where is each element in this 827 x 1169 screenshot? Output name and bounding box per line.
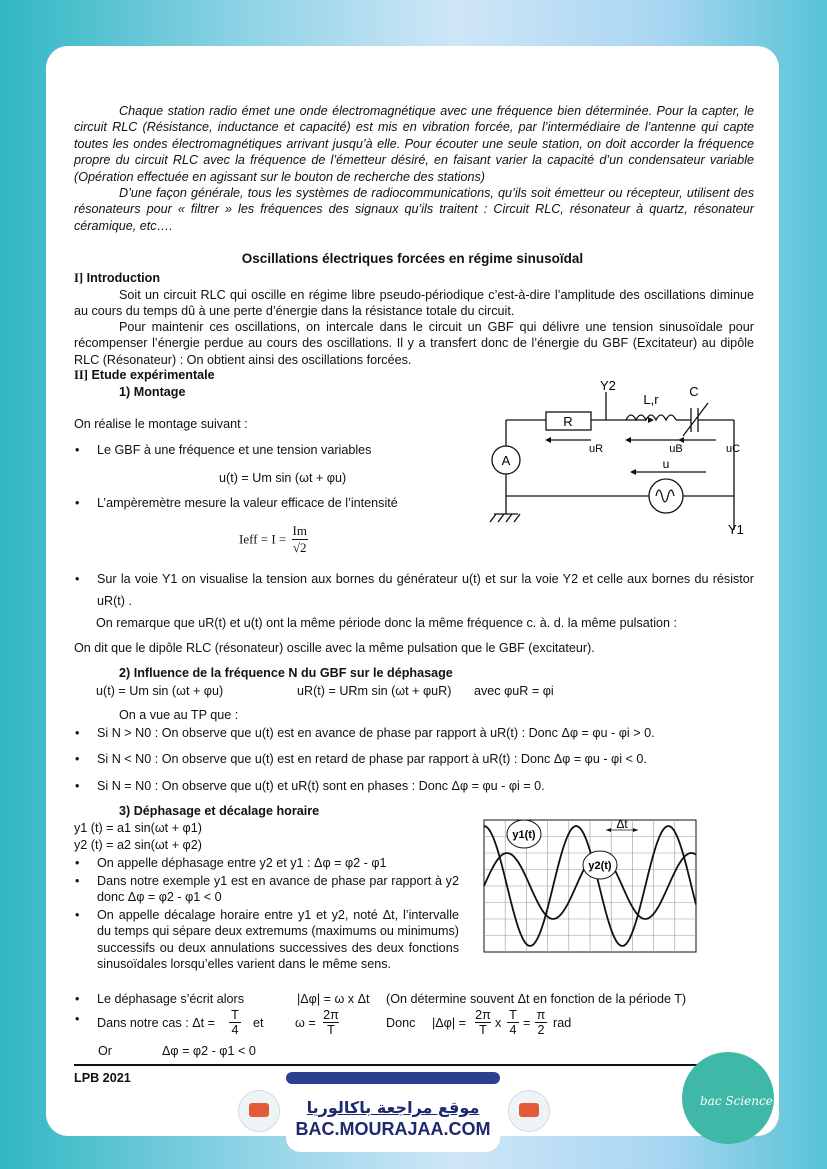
frac-omega-den: T	[327, 1023, 335, 1037]
y2-legend: y2(t)	[588, 860, 612, 872]
y1-legend: y1(t)	[512, 829, 536, 841]
frac-pi-den: 2	[537, 1023, 545, 1037]
footer-rule	[74, 1064, 750, 1066]
cas-omega: ω =	[295, 1016, 316, 1030]
frac-2pi-den: T	[479, 1023, 487, 1037]
cas-abs-phi: |Δφ| =	[432, 1016, 466, 1030]
site-banner[interactable]	[286, 1076, 500, 1152]
section-1-paragraph-1: Soit un circuit RLC qui oscille en régime libre pseudo-périodique c’est-à-dire l’amplitude des oscillations diminue au cours du temps dû à une perte d’énergie dans la résistance totale du circuit.	[74, 288, 754, 319]
section-2-heading	[74, 368, 215, 383]
ur-label: uR	[588, 443, 604, 455]
dephasage-chart	[476, 806, 704, 956]
rlc-circuit-diagram	[476, 380, 766, 540]
frac-omega-num: 2π	[323, 1008, 339, 1022]
section-2-number: II]	[74, 368, 88, 382]
section-1-title: Introduction	[86, 271, 161, 285]
ub-arrowhead	[625, 437, 631, 443]
frac-t-4	[507, 1008, 519, 1037]
bullet-voies: • Sur la voie Y1 on visualise la tension aux bornes du générateur u(t) et sur la voie Y2 et celle aux bornes du résistor uR(t) .	[97, 568, 754, 612]
case-n-less: • Si N < N0 : On observe que u(t) est en retard de phase par rapport à uR(t) : Donc Δφ = φu - φi < 0.	[97, 752, 647, 766]
ground-hatch	[514, 514, 520, 522]
intro-paragraph-2: D’une façon générale, tous les systèmes de radiocommunications, qu’ils soit émetteur ou récepteur, utilisent des résonateurs pour « filtrer » les fréquences des signaux qu’ils traitent : Circuit RLC, résonateur à quartz, résonateur céramique, etc….	[74, 186, 754, 233]
bullet-gbf: • Le GBF à une fréquence et une tension variables	[97, 443, 371, 457]
book-logo-left	[238, 1090, 280, 1132]
montage-lead: On réalise le montage suivant :	[74, 417, 248, 431]
frac-pi-num: π	[536, 1008, 546, 1022]
intro-paragraph-1: Chaque station radio émet une onde électromagnétique avec une fréquence bien déterminée. Pour la capter, le circuit RLC (Résistance, inductance et capacité) est mis en vibration forcée, par l’intermédiaire de l’antenne qui capte toutes les ondes électromagnétiques arrivant jusqu’à elle. Pour écouter une seule station, on doit accorder la fréquence propre du circuit RLC avec la fréquence de l’émetteur désiré, en faisant varier la capacité d’un condensateur variable (Opération effectuée en agissant sur le bouton de recherche des stations)	[74, 104, 754, 184]
site-url[interactable]: BAC.MOURAJAA.COM	[295, 1119, 491, 1139]
ieff-fraction	[292, 523, 308, 556]
formula-abs-dphi: |Δφ| = ω x Δt	[297, 992, 370, 1006]
equation-y1: y1 (t) = a1 sin(ωt + φ1)	[74, 821, 202, 835]
frac-dt-den: 4	[231, 1023, 239, 1037]
probe-y2-label: Y2	[600, 380, 616, 393]
equation-avec: avec φuR = φi	[474, 684, 554, 698]
banner-topbar	[286, 1072, 500, 1084]
remarque-2: On dit que le dipôle RLC (résonateur) oscille avec la même pulsation que le GBF (excitateur).	[74, 641, 595, 655]
subsection-montage: 1) Montage	[119, 385, 186, 399]
section-1-heading	[74, 271, 160, 286]
equation-u-2: u(t) = Um sin (ωt + φu)	[96, 684, 224, 698]
book-logo-right	[508, 1090, 550, 1132]
ub-label: uB	[669, 443, 683, 455]
formula-lead: Le déphasage s’écrit alors	[97, 992, 245, 1006]
frac-2pi-t	[475, 1008, 491, 1037]
frac-dt-num: T	[229, 1008, 241, 1023]
current-arrowhead	[648, 417, 654, 423]
ground-hatch	[498, 514, 504, 522]
bullet-decalage: • On appelle décalage horaire entre y1 et y2, noté Δt, l’intervalle du temps qui sépare deux extremums (maximums ou minimums) successifs ou deux annulations successives des deux fonctions sinusoïdales lorsqu’elles varient dans le même sens.	[97, 907, 459, 973]
capacitor-label: C	[689, 384, 699, 399]
cas-rad: rad	[553, 1016, 572, 1030]
subsection-frequence: 2) Influence de la fréquence N du GBF sur le déphasage	[119, 666, 453, 680]
case-n-greater: • Si N > N0 : On observe que u(t) est en avance de phase par rapport à uR(t) : Donc Δφ = φu - φi > 0.	[97, 726, 655, 740]
or-equation: Δφ = φ2 - φ1 < 0	[162, 1044, 256, 1058]
remarque-1: On remarque que uR(t) et u(t) ont la même période donc la même fréquence c. à. d. la même pulsation :	[96, 616, 677, 630]
or-label: Or	[98, 1044, 112, 1058]
site-arabic[interactable]: موقع مراجعة باكالوريا	[306, 1098, 480, 1117]
bullet-exemple: • Dans notre exemple y1 est en avance de phase par rapport à y2 donc Δφ = φ2 - φ1 < 0	[97, 873, 459, 906]
section-1-paragraph-2: Pour maintenir ces oscillations, on intercale dans le circuit un GBF qui délivre une tension sinusoïdale pour récompenser l’énergie perdue au cours des oscillations. Il y a transfert donc de l’énergie du GBF (Excitateur) au dipôle RLC (Résonateur) : On obtient ainsi des oscillations forcées.	[74, 320, 754, 367]
frac-t4-num: T	[507, 1008, 519, 1023]
ammeter-label: A	[501, 453, 511, 468]
formula-note: (On détermine souvent Δt en fonction de la période T)	[386, 992, 687, 1006]
probe-y1-label: Y1	[728, 522, 744, 537]
dt-label: Δt	[616, 817, 628, 831]
book-icon	[519, 1103, 539, 1117]
equation-y2: y2 (t) = a2 sin(ωt + φ2)	[74, 838, 202, 852]
book-icon	[249, 1103, 269, 1117]
case-n-equal: • Si N = N0 : On observe que u(t) et uR(t) sont en phases : Donc Δφ = φu - φi = 0.	[97, 779, 545, 793]
frac-omega	[323, 1008, 339, 1037]
page-title: Oscillations électriques forcées en régime sinusoïdal	[241, 251, 584, 266]
uc-label: uC	[725, 443, 741, 455]
equation-u: u(t) = Um sin (ωt + φu)	[219, 471, 347, 485]
cas-equals: =	[523, 1016, 531, 1030]
tp-lead: On a vue au TP que :	[119, 708, 239, 722]
section-2-title: Etude expérimentale	[91, 368, 215, 382]
u-label: u	[662, 457, 670, 471]
bullet-amperemetre: • L’ampèremètre mesure la valeur efficace de l’intensité	[97, 496, 398, 510]
bullet-dephasage-formula	[97, 992, 244, 1006]
bullet-notre-cas	[97, 1008, 597, 1044]
u-arrowhead	[630, 469, 636, 475]
cas-x: x	[495, 1016, 502, 1030]
ground-hatch	[506, 514, 512, 522]
inductor-label: L,r	[643, 392, 659, 407]
ground-hatch	[490, 514, 496, 522]
footer-lpb: LPB 2021	[74, 1071, 131, 1085]
bac-science-logo	[682, 1052, 774, 1144]
frac-2pi-num: 2π	[475, 1008, 491, 1022]
frac-pi-2	[535, 1008, 547, 1037]
bac-science-text: bac Science	[700, 1094, 773, 1108]
ieff-left: Ieff = I =	[239, 531, 287, 547]
subsection-dephasage: 3) Déphasage et décalage horaire	[119, 804, 320, 818]
equation-ieff	[239, 523, 308, 556]
cas-lead: • Dans notre cas : Δt =	[97, 1016, 215, 1030]
frac-dt	[229, 1008, 241, 1037]
document-page	[46, 46, 779, 1136]
equation-ur: uR(t) = URm sin (ωt + φuR)	[297, 684, 452, 698]
frac-t4-den: 4	[509, 1023, 517, 1037]
bullet-dephasage-def: • On appelle déphasage entre y2 et y1 : Δφ = φ2 - φ1	[97, 856, 387, 870]
resistor-label: R	[563, 414, 573, 429]
ieff-numerator: Im	[292, 523, 307, 538]
cas-donc: Donc	[386, 1016, 416, 1030]
gbf-symbol	[649, 479, 683, 513]
ieff-denominator: √2	[292, 540, 307, 555]
ur-arrowhead	[545, 437, 551, 443]
cas-et: et	[253, 1016, 264, 1030]
section-1-number: I]	[74, 271, 84, 285]
